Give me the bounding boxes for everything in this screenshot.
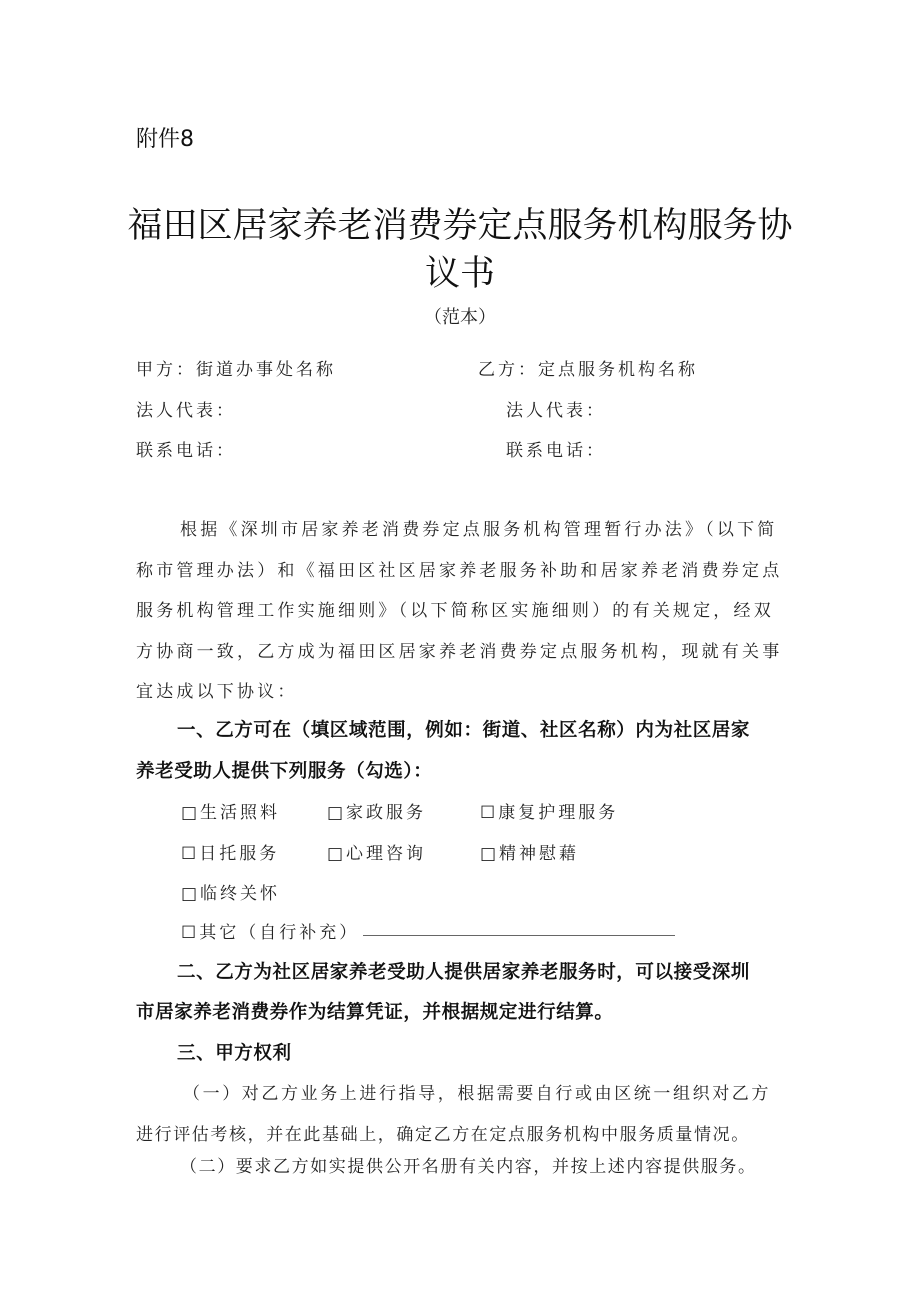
intro-line: 服务机构管理工作实施细则》（以下简称区实施细则）的有关规定，经双 [136,601,774,621]
party-a-name: 甲方：街道办事处名称 [136,360,336,380]
document-subtitle: （范本） [424,307,496,328]
clause-3-item-1-line: 进行评估考核，并在此基础上，确定乙方在定点服务机构中服务质量情况。 [136,1125,750,1145]
attachment-label: 附件8 [136,127,194,152]
party-b-phone: 联系电话： [506,441,606,461]
party-a-representative: 法人代表： [136,401,236,421]
service-checkbox-rehab-nursing[interactable]: ☐康复护理服务 [480,803,619,823]
intro-line: 称市管理办法）和《福田区社区居家养老服务补助和居家养老消费券定点 [136,561,783,581]
document-title-line1: 福田区居家养老消费券定点服务机构服务协 [127,206,793,246]
clause-2-line: 二、乙方为社区居家养老受助人提供居家养老服务时，可以接受深圳 [177,962,751,983]
other-service-blank-line[interactable] [363,933,675,936]
service-checkbox-day-care[interactable]: ☐日托服务 [181,844,280,864]
clause-3-heading: 三、甲方权利 [177,1043,292,1064]
clause-1-line: 养老受助人提供下列服务（勾选）： [136,761,433,782]
party-b-name: 乙方：定点服务机构名称 [478,360,698,380]
clause-3-item-2: （二）要求乙方如实提供公开名册有关内容，并按上述内容提供服务。 [180,1157,757,1177]
service-checkbox-housekeeping[interactable]: □家政服务 [327,803,427,823]
clause-2-line: 市居家养老消费券作为结算凭证，并根据规定进行结算。 [136,1002,614,1023]
intro-line: 宜达成以下协议： [136,682,298,702]
party-b-representative: 法人代表： [506,401,606,421]
service-checkbox-spiritual-comfort[interactable]: □精神慰藉 [480,844,580,864]
intro-line: 根据《深圳市居家养老消费券定点服务机构管理暂行办法》（以下简 [180,520,778,540]
service-checkbox-other[interactable]: ☐其它（自行补充） [181,923,360,943]
service-checkbox-life-care[interactable]: □生活照料 [181,803,281,823]
service-checkbox-psych-counsel[interactable]: □心理咨询 [327,844,427,864]
clause-3-item-1-line: （一）对乙方业务上进行指导，根据需要自行或由区统一组织对乙方 [183,1084,771,1104]
document-title-line2: 议书 [424,254,495,294]
intro-line: 方协商一致，乙方成为福田区居家养老消费券定点服务机构，现就有关事 [136,642,783,662]
service-checkbox-hospice[interactable]: □临终关怀 [181,884,281,904]
party-a-phone: 联系电话： [136,441,236,461]
clause-1-line: 一、乙方可在（填区域范围，例如：街道、社区名称）内为社区居家 [177,720,751,741]
